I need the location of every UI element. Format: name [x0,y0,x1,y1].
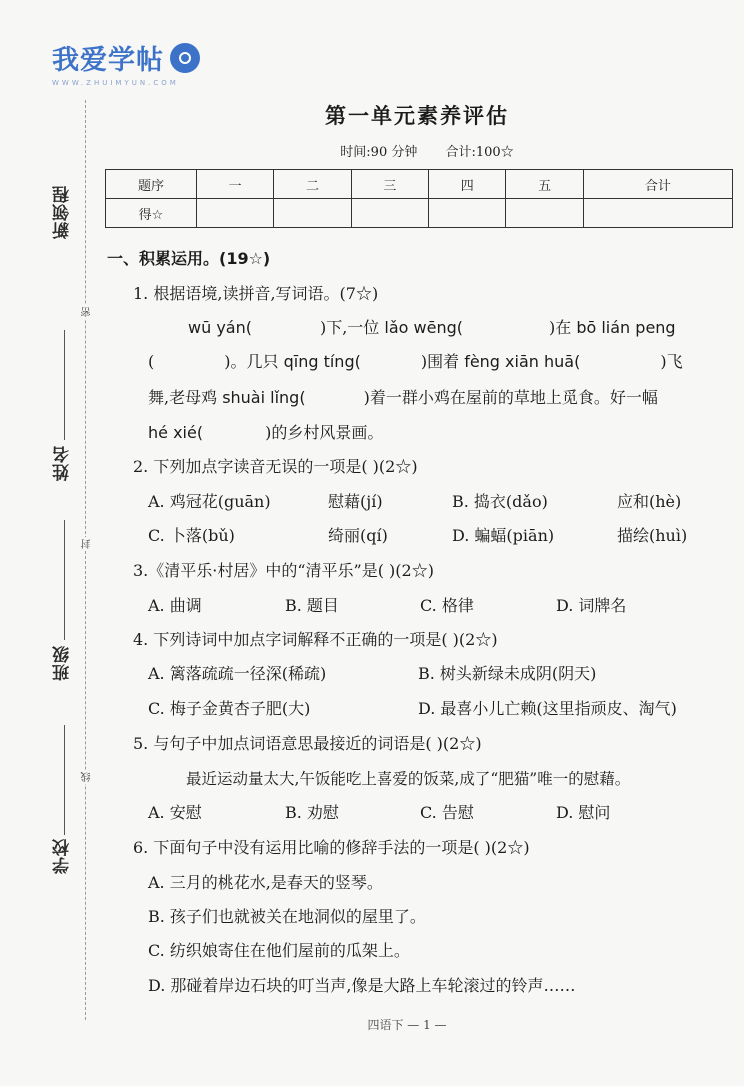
score-table-header-row [106,170,733,199]
q4-option-d[interactable]: D. 最喜小儿亡赖(这里指顽皮、淘气) [418,699,677,718]
q2-option-b2: 应和(hè) [617,492,682,511]
q1-line-3 [148,388,658,408]
school-blank-line [64,725,65,835]
q1-text: )下,一位 [319,318,385,337]
score-row-label: 得☆ [106,199,197,228]
score-header-cell: 合计 [583,170,732,199]
q1-pinyin-wuyan: wū yán( [188,318,252,337]
score-header-cell: 三 [351,170,428,199]
exam-time: 时间:90 分钟 [340,145,418,160]
score-blank-cell[interactable] [429,199,506,228]
score-blank-cell[interactable] [351,199,428,228]
watermark-badge-icon [170,43,200,73]
q1-text: )围着 [420,352,465,371]
side-label-publisher: 新领程 [53,185,73,239]
seal-mark-feng: 封 [82,539,93,549]
q6-stem: 6. 下面句子中没有运用比喻的修辞手法的一项是( )(2☆) [133,838,530,857]
page-footer: 四语下 — 1 — [367,1018,447,1032]
q5-option-d[interactable]: D. 慰问 [556,803,611,822]
q2-option-d[interactable]: D. 蝙蝠(piān) [452,526,555,545]
q1-text: )的乡村风景画。 [265,423,384,442]
q5-option-b[interactable]: B. 劝慰 [285,803,339,822]
q3-stem: 3.《清平乐·村居》中的“清平乐”是( )(2☆) [133,561,434,580]
q4-stem: 4. 下列诗词中加点字词解释不正确的一项是( )(2☆) [133,630,498,649]
score-table [105,169,733,228]
q1-text: )着一群小鸡在屋前的草地上觅食。好一幅 [363,388,658,407]
exam-total: 合计:100☆ [445,145,514,160]
q1-line-2 [148,352,683,372]
q1-text: 舞,老母鸡 [148,388,223,407]
q1-text: )在 [548,318,577,337]
q3-option-a[interactable]: A. 曲调 [148,596,202,615]
page-title: 第一单元素养评估 [325,104,509,128]
score-table-score-row [106,199,733,228]
class-blank-line [64,520,65,640]
q3-option-c[interactable]: C. 格律 [420,596,474,615]
q1-pinyin-qingting: qīng tíng( [283,352,361,371]
score-header-cell: 一 [197,170,274,199]
q1-stem: 1. 根据语境,读拼音,写词语。(7☆) [133,284,379,303]
section-1-title: 一、积累运用。(19☆) [107,249,271,268]
q1-pinyin-bolianpeng: bō lián peng [576,318,676,337]
q4-option-a[interactable]: A. 篱落疏疏一径深(稀疏) [148,664,327,683]
q1-pinyin-fengxianhua: fèng xiān huā( [464,352,581,371]
score-blank-cell[interactable] [506,199,583,228]
side-label-class: 班级 [53,645,73,681]
name-blank-line [64,330,65,440]
q6-option-d[interactable]: D. 那碰着岸边石块的叮当声,像是大路上车轮滚过的铃声…… [148,976,576,995]
q2-option-c2: 绮丽(qí) [328,526,388,545]
q3-option-b[interactable]: B. 题目 [285,596,339,615]
q5-option-a[interactable]: A. 安慰 [148,803,202,822]
score-header-cell: 题序 [106,170,197,199]
q6-option-b[interactable]: B. 孩子们也就被关在地洞似的屋里了。 [148,907,426,926]
q1-line-4 [148,423,383,443]
q1-text: )。几只 [224,352,284,371]
score-blank-cell[interactable] [197,199,274,228]
seal-mark-xian: 线 [82,772,93,782]
q2-option-c[interactable]: C. 卜落(bǔ) [148,526,235,545]
score-blank-cell[interactable] [583,199,732,228]
side-label-school: 学校 [53,838,73,874]
q1-text: )飞 [660,352,683,371]
q6-option-c[interactable]: C. 纺织娘寄住在他们屋前的瓜架上。 [148,941,410,960]
q1-pinyin-laoweng: lǎo wēng( [384,318,463,337]
score-header-cell: 五 [506,170,583,199]
q5-option-c[interactable]: C. 告慰 [420,803,474,822]
score-blank-cell[interactable] [274,199,351,228]
score-header-cell: 二 [274,170,351,199]
side-label-name: 姓名 [53,445,73,481]
watermark-site: WWW.ZHUIMYUN.COM [52,79,179,87]
q2-option-a2: 慰藉(jí) [328,492,383,511]
q4-option-c[interactable]: C. 梅子金黄杏子肥(大) [148,699,311,718]
q2-stem: 2. 下列加点字读音无误的一项是( )(2☆) [133,457,418,476]
score-header-cell: 四 [429,170,506,199]
q6-option-a[interactable]: A. 三月的桃花水,是春天的竖琴。 [148,873,383,892]
q2-option-a[interactable]: A. 鸡冠花(guān) [148,492,271,511]
watermark-logo [52,38,200,77]
q1-text: ( [148,352,155,371]
q3-option-d[interactable]: D. 词牌名 [556,596,627,615]
q1-pinyin-shuailing: shuài lǐng( [222,388,306,407]
q5-quote: 最近运动量太大,午饭能吃上喜爱的饭菜,成了“肥猫”唯一的慰藉。 [186,770,631,788]
seal-mark-mi: 密 [82,307,93,317]
q4-option-b[interactable]: B. 树头新绿未成阴(阴天) [418,664,597,683]
binding-dashed-line [85,100,86,1020]
q2-option-b[interactable]: B. 捣衣(dǎo) [452,492,548,511]
watermark-brand: 我爱学帖 [52,45,164,76]
q2-option-d2: 描绘(huì) [617,526,688,545]
q1-line-1 [188,318,676,338]
q1-pinyin-hexie: hé xié( [148,423,204,442]
exam-meta [0,141,744,160]
q5-stem: 5. 与句子中加点词语意思最接近的词语是( )(2☆) [133,734,482,753]
